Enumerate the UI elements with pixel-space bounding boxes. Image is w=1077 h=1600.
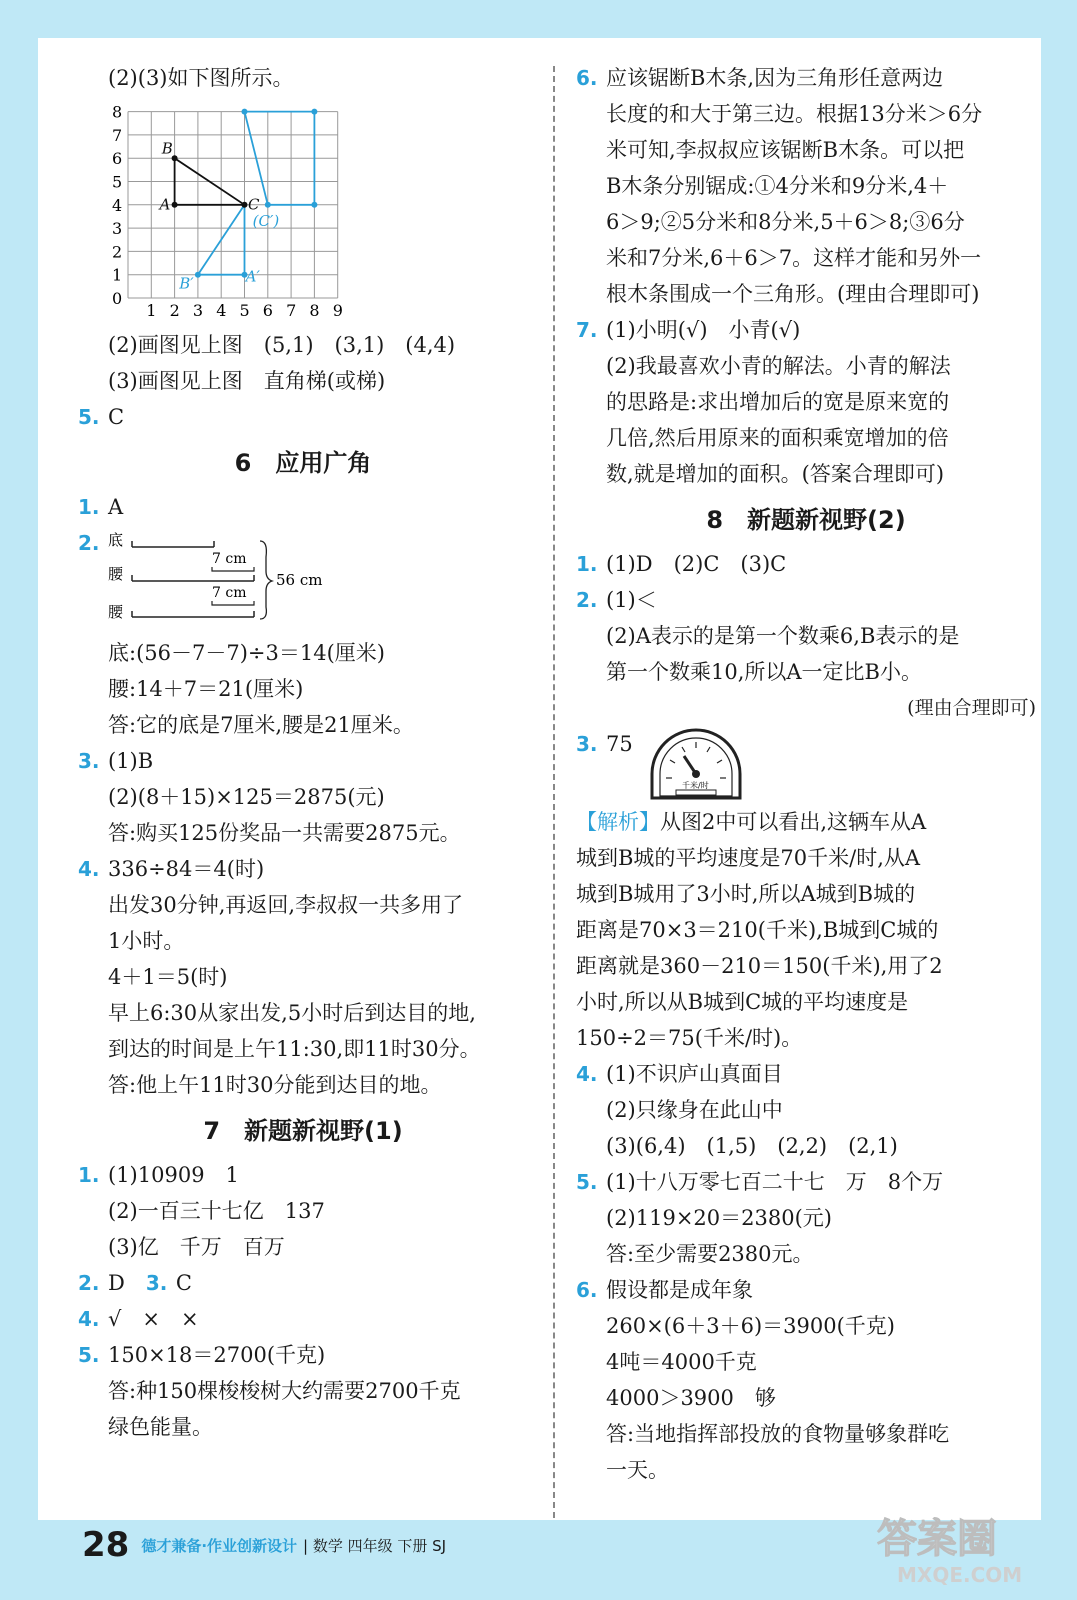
answer-line: 6＞9;②5分米和8分米,5＋6＞8;③6分	[606, 210, 965, 234]
answer-line: 出发30分钟,再返回,李叔叔一共多用了	[108, 893, 464, 917]
answer-line: 几倍,然后用原来的面积乘宽增加的倍	[606, 426, 949, 450]
answer-text: C	[175, 1271, 192, 1295]
answer-line: 绿色能量。	[108, 1415, 213, 1439]
watermark-sub: MXQE.COM	[897, 1563, 1023, 1587]
answer-text: √ × ×	[108, 1307, 199, 1331]
column-divider	[553, 66, 555, 1518]
question-number: 3.	[78, 749, 100, 773]
answer-text: (1)＜	[606, 588, 657, 612]
right-column	[576, 60, 1036, 1488]
answer-line: (3)(6,4) (1,5) (2,2) (2,1)	[606, 1134, 898, 1158]
answer-text: 150×18＝2700(千克)	[108, 1343, 326, 1367]
question-number: 7.	[576, 318, 598, 342]
x-tick-label: 5	[239, 301, 250, 320]
answer-text: (1)小明(√) 小青(√)	[606, 318, 801, 342]
answer-line: (2)(8＋15)×125＝2875(元)	[108, 785, 385, 809]
section-title: 8 新题新视野(2)	[706, 506, 906, 534]
answer-line: B木条分别锯成:①4分米和9分米,4＋	[606, 174, 949, 198]
answer-line: 距离是70×3＝210(千米),B城到C城的	[576, 918, 939, 942]
y-tick-label: 2	[112, 242, 123, 262]
y-tick-label: 5	[112, 172, 123, 192]
answer-line: 答:当地指挥部投放的食物量够象群吃	[606, 1422, 950, 1446]
answer-text: (1)D (2)C (3)C	[606, 552, 787, 576]
answer-line: 底:(56－7－7)÷3＝14(厘米)	[108, 641, 385, 665]
point	[242, 109, 248, 115]
answer-text: A	[108, 495, 124, 519]
answer-line: 260×(6＋3＋6)＝3900(千克)	[606, 1314, 895, 1338]
footer-subject: | 数学 四年级 下册 SJ	[303, 1536, 447, 1555]
answer-line: 4＋1＝5(时)	[108, 965, 228, 989]
answer-text: 336÷84＝4(时)	[108, 857, 265, 881]
x-tick-label: 3	[192, 301, 204, 320]
point	[311, 202, 317, 208]
answer-line: (2)一百三十七亿 137	[108, 1199, 325, 1223]
answer-line: 一天。	[606, 1458, 669, 1482]
answer-line: 根木条围成一个三角形。(理由合理即可)	[606, 282, 980, 306]
question-number: 5.	[576, 1170, 598, 1194]
answer-text: (1)十八万零七百二十七 万 8个万	[606, 1170, 944, 1194]
page-footer	[82, 1525, 446, 1565]
answer-line: 4吨＝4000千克	[606, 1350, 757, 1374]
watermark-logo	[857, 1500, 1057, 1590]
question-number: 2.	[78, 1271, 100, 1295]
answer-line: 小时,所以从B城到C城的平均速度是	[576, 990, 909, 1014]
answer-line: 米和7分米,6＋6＞7。这样才能和另外一	[606, 246, 982, 270]
answer-line: 答:种150棵梭梭树大约需要2700千克	[108, 1379, 461, 1403]
point-label: A′	[245, 267, 260, 286]
footer-brand: 德才兼备·作业创新设计	[141, 1536, 298, 1555]
speedometer-label: 千米/时	[682, 781, 709, 790]
question-number: 2.	[78, 531, 100, 555]
label-yao: 腰	[108, 565, 124, 583]
line-segment-diagram	[108, 527, 368, 627]
answer-line: 长度的和大于第三边。根据13分米＞6分	[606, 102, 983, 126]
answer-line: 早上6:30从家出发,5小时后到达目的地,	[108, 1001, 476, 1025]
answer-line: (2)A表示的是第一个数乘6,B表示的是	[606, 624, 960, 648]
point	[195, 272, 201, 278]
y-tick-label: 3	[112, 219, 123, 239]
question-number: 1.	[78, 1163, 100, 1187]
x-tick-label: 1	[146, 301, 157, 320]
label-7cm: 7 cm	[212, 585, 247, 601]
answer-line: 答:购买125份奖品一共需要2875元。	[108, 821, 461, 845]
speedometer-icon	[646, 726, 746, 804]
point-label: B	[161, 139, 173, 158]
label-di: 底	[108, 531, 124, 549]
answer-line: (3)画图见上图 直角梯(或梯)	[108, 369, 386, 393]
answer-text: 应该锯断B木条,因为三角形任意两边	[606, 66, 944, 90]
label-yao: 腰	[108, 603, 124, 621]
answer-line: (3)亿 千万 百万	[108, 1235, 285, 1259]
y-tick-label: 7	[112, 125, 123, 145]
answer-line: 150÷2＝75(千米/时)。	[576, 1026, 803, 1050]
answer-line: (2)119×20＝2380(元)	[606, 1206, 832, 1230]
x-tick-label: 4	[216, 301, 227, 320]
answer-line: 的思路是:求出增加后的宽是原来宽的	[606, 390, 950, 414]
answer-line: 4000＞3900 够	[606, 1386, 776, 1410]
segment-diagram	[108, 527, 528, 631]
question-number: 1.	[78, 495, 100, 519]
answer-line: (2)(3)如下图所示。	[108, 66, 294, 90]
point	[311, 109, 317, 115]
answer-text: (1)不识庐山真面目	[606, 1062, 783, 1086]
point	[172, 202, 178, 208]
y-tick-label: 1	[112, 265, 123, 285]
point	[242, 202, 248, 208]
analysis-tag: 【解析】	[576, 810, 660, 834]
y-tick-label: 4	[112, 195, 123, 215]
answer-line: 数,就是增加的面积。(答案合理即可)	[606, 462, 945, 486]
speedometer-row	[576, 726, 1036, 804]
coordinate-graph	[100, 102, 528, 321]
answer-text: D	[108, 1271, 125, 1295]
answer-text: C	[108, 405, 125, 429]
answer-line: 答:它的底是7厘米,腰是21厘米。	[108, 713, 414, 737]
y-tick-label: 6	[112, 149, 123, 169]
answer-note: (理由合理即可)	[907, 697, 1036, 719]
section-title: 6 应用广角	[234, 449, 372, 477]
answer-line: 城到B城的平均速度是70千米/时,从A	[576, 846, 921, 870]
y-tick-label: 8	[112, 102, 123, 122]
x-tick-label: 6	[262, 301, 273, 320]
x-tick-label: 8	[309, 301, 320, 320]
point-label: C	[247, 195, 260, 214]
x-tick-label: 9	[332, 301, 343, 320]
answer-line: (2)我最喜欢小青的解法。小青的解法	[606, 354, 951, 378]
coordinate-grid	[100, 102, 343, 320]
question-number: 2.	[576, 588, 598, 612]
x-tick-label: 2	[169, 301, 180, 320]
answer-line: (2)只缘身在此山中	[606, 1098, 783, 1122]
label-total: 56 cm	[276, 571, 323, 589]
answer-line: 答:他上午11时30分能到达目的地。	[108, 1073, 442, 1097]
question-number: 1.	[576, 552, 598, 576]
answer-line: 米可知,李叔叔应该锯断B木条。可以把	[606, 138, 965, 162]
point-label: A	[159, 195, 171, 214]
y-tick-label: 0	[112, 289, 123, 308]
section-title: 7 新题新视野(1)	[203, 1117, 403, 1145]
point	[265, 202, 271, 208]
answer-text: 75	[606, 732, 633, 756]
answer-line: 到达的时间是上午11:30,即11时30分。	[108, 1037, 481, 1061]
question-number: 4.	[78, 1307, 100, 1331]
answer-line: (2)画图见上图 (5,1) (3,1) (4,4)	[108, 333, 456, 357]
question-number: 5.	[78, 405, 100, 429]
answer-line: 答:至少需要2380元。	[606, 1242, 814, 1266]
question-number: 3.	[576, 732, 598, 756]
question-number: 5.	[78, 1343, 100, 1367]
answer-text: (1)B	[108, 749, 154, 773]
label-7cm: 7 cm	[212, 551, 247, 567]
watermark-main: 答案圈	[877, 1516, 997, 1562]
question-number: 6.	[576, 1278, 598, 1302]
answer-line: 城到B城用了3小时,所以A城到B城的	[576, 882, 916, 906]
left-column	[78, 60, 528, 1445]
answer-line: 距离就是360－210＝150(千米),用了2	[576, 954, 943, 978]
point-label: B′	[179, 274, 194, 293]
question-number: 4.	[576, 1062, 598, 1086]
question-number: 3.	[145, 1271, 168, 1295]
x-tick-label: 7	[286, 301, 297, 320]
question-number: 6.	[576, 66, 598, 90]
answer-line: 腰:14＋7＝21(厘米)	[108, 677, 304, 701]
answer-line: 1小时。	[108, 929, 185, 953]
answer-text: (1)10909 1	[108, 1163, 239, 1187]
page-number: 28	[82, 1525, 130, 1565]
answer-text: 假设都是成年象	[606, 1278, 753, 1302]
point-label: (C′)	[252, 211, 280, 230]
question-number: 4.	[78, 857, 100, 881]
answer-text: 从图2中可以看出,这辆车从A	[660, 810, 927, 834]
answer-line: 第一个数乘10,所以A一定比B小。	[606, 660, 922, 684]
